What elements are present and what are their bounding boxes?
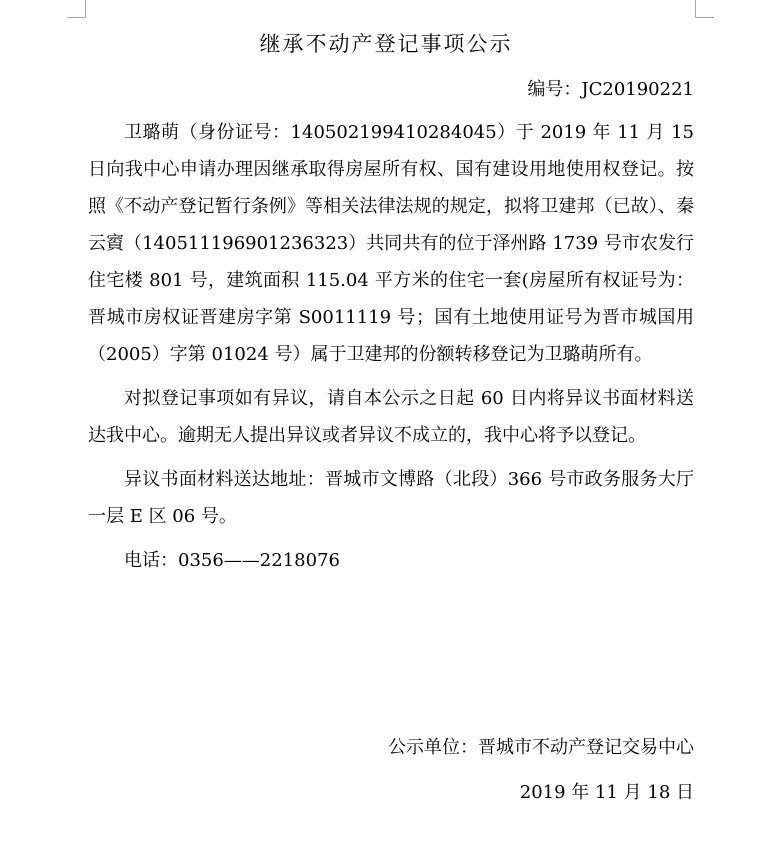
paragraph-phone: 电话：0356——2218076 (124, 550, 340, 571)
paragraph-main-notice: 卫璐萌（身份证号：140502199410284045）于 2019 年 11 月 15 日向我中心申请办理因继承取得房屋所有权、国有建设用地使用权登记。按照《不动产登记暂行条例》等相关法律法规的规定，拟将卫建邦（已故）、秦云賨（140511196901236323）共同共有的位于泽州路 1739 号市农发行住宅楼 801 号，建筑面积 115.04 平方米的住宅一套(房屋所有权证号为：晋城市房权证晋建房字第 S0011119 号；国有土地使用证号为晋市城国用（2005）字第 01024 号）属于卫建邦的份额转移登记为卫璐萌所有。 (88, 122, 694, 365)
paragraph-objection-address: 异议书面材料送达地址：晋城市文博路（北段）366 号市政务服务大厅一层 E 区 06 号。 (88, 469, 694, 527)
issuing-unit: 公示单位：晋城市不动产登记交易中心 (388, 737, 694, 758)
crop-mark-top-left-horizontal (67, 17, 86, 18)
crop-mark-top-right-vertical (695, 0, 696, 18)
crop-mark-top-left-vertical (85, 0, 86, 18)
document-number: 编号：JC20190221 (527, 79, 694, 100)
document-title: 继承不动产登记事项公示 (259, 32, 513, 56)
document-body (88, 114, 694, 579)
issue-date: 2019 年 11 月 18 日 (519, 782, 694, 803)
crop-mark-top-right-horizontal (695, 17, 714, 18)
paragraph-objection-period: 对拟登记事项如有异议，请自本公示之日起 60 日内将异议书面材料送达我中心。逾期无人提出异议或者异议不成立的，我中心将予以登记。 (88, 388, 694, 446)
